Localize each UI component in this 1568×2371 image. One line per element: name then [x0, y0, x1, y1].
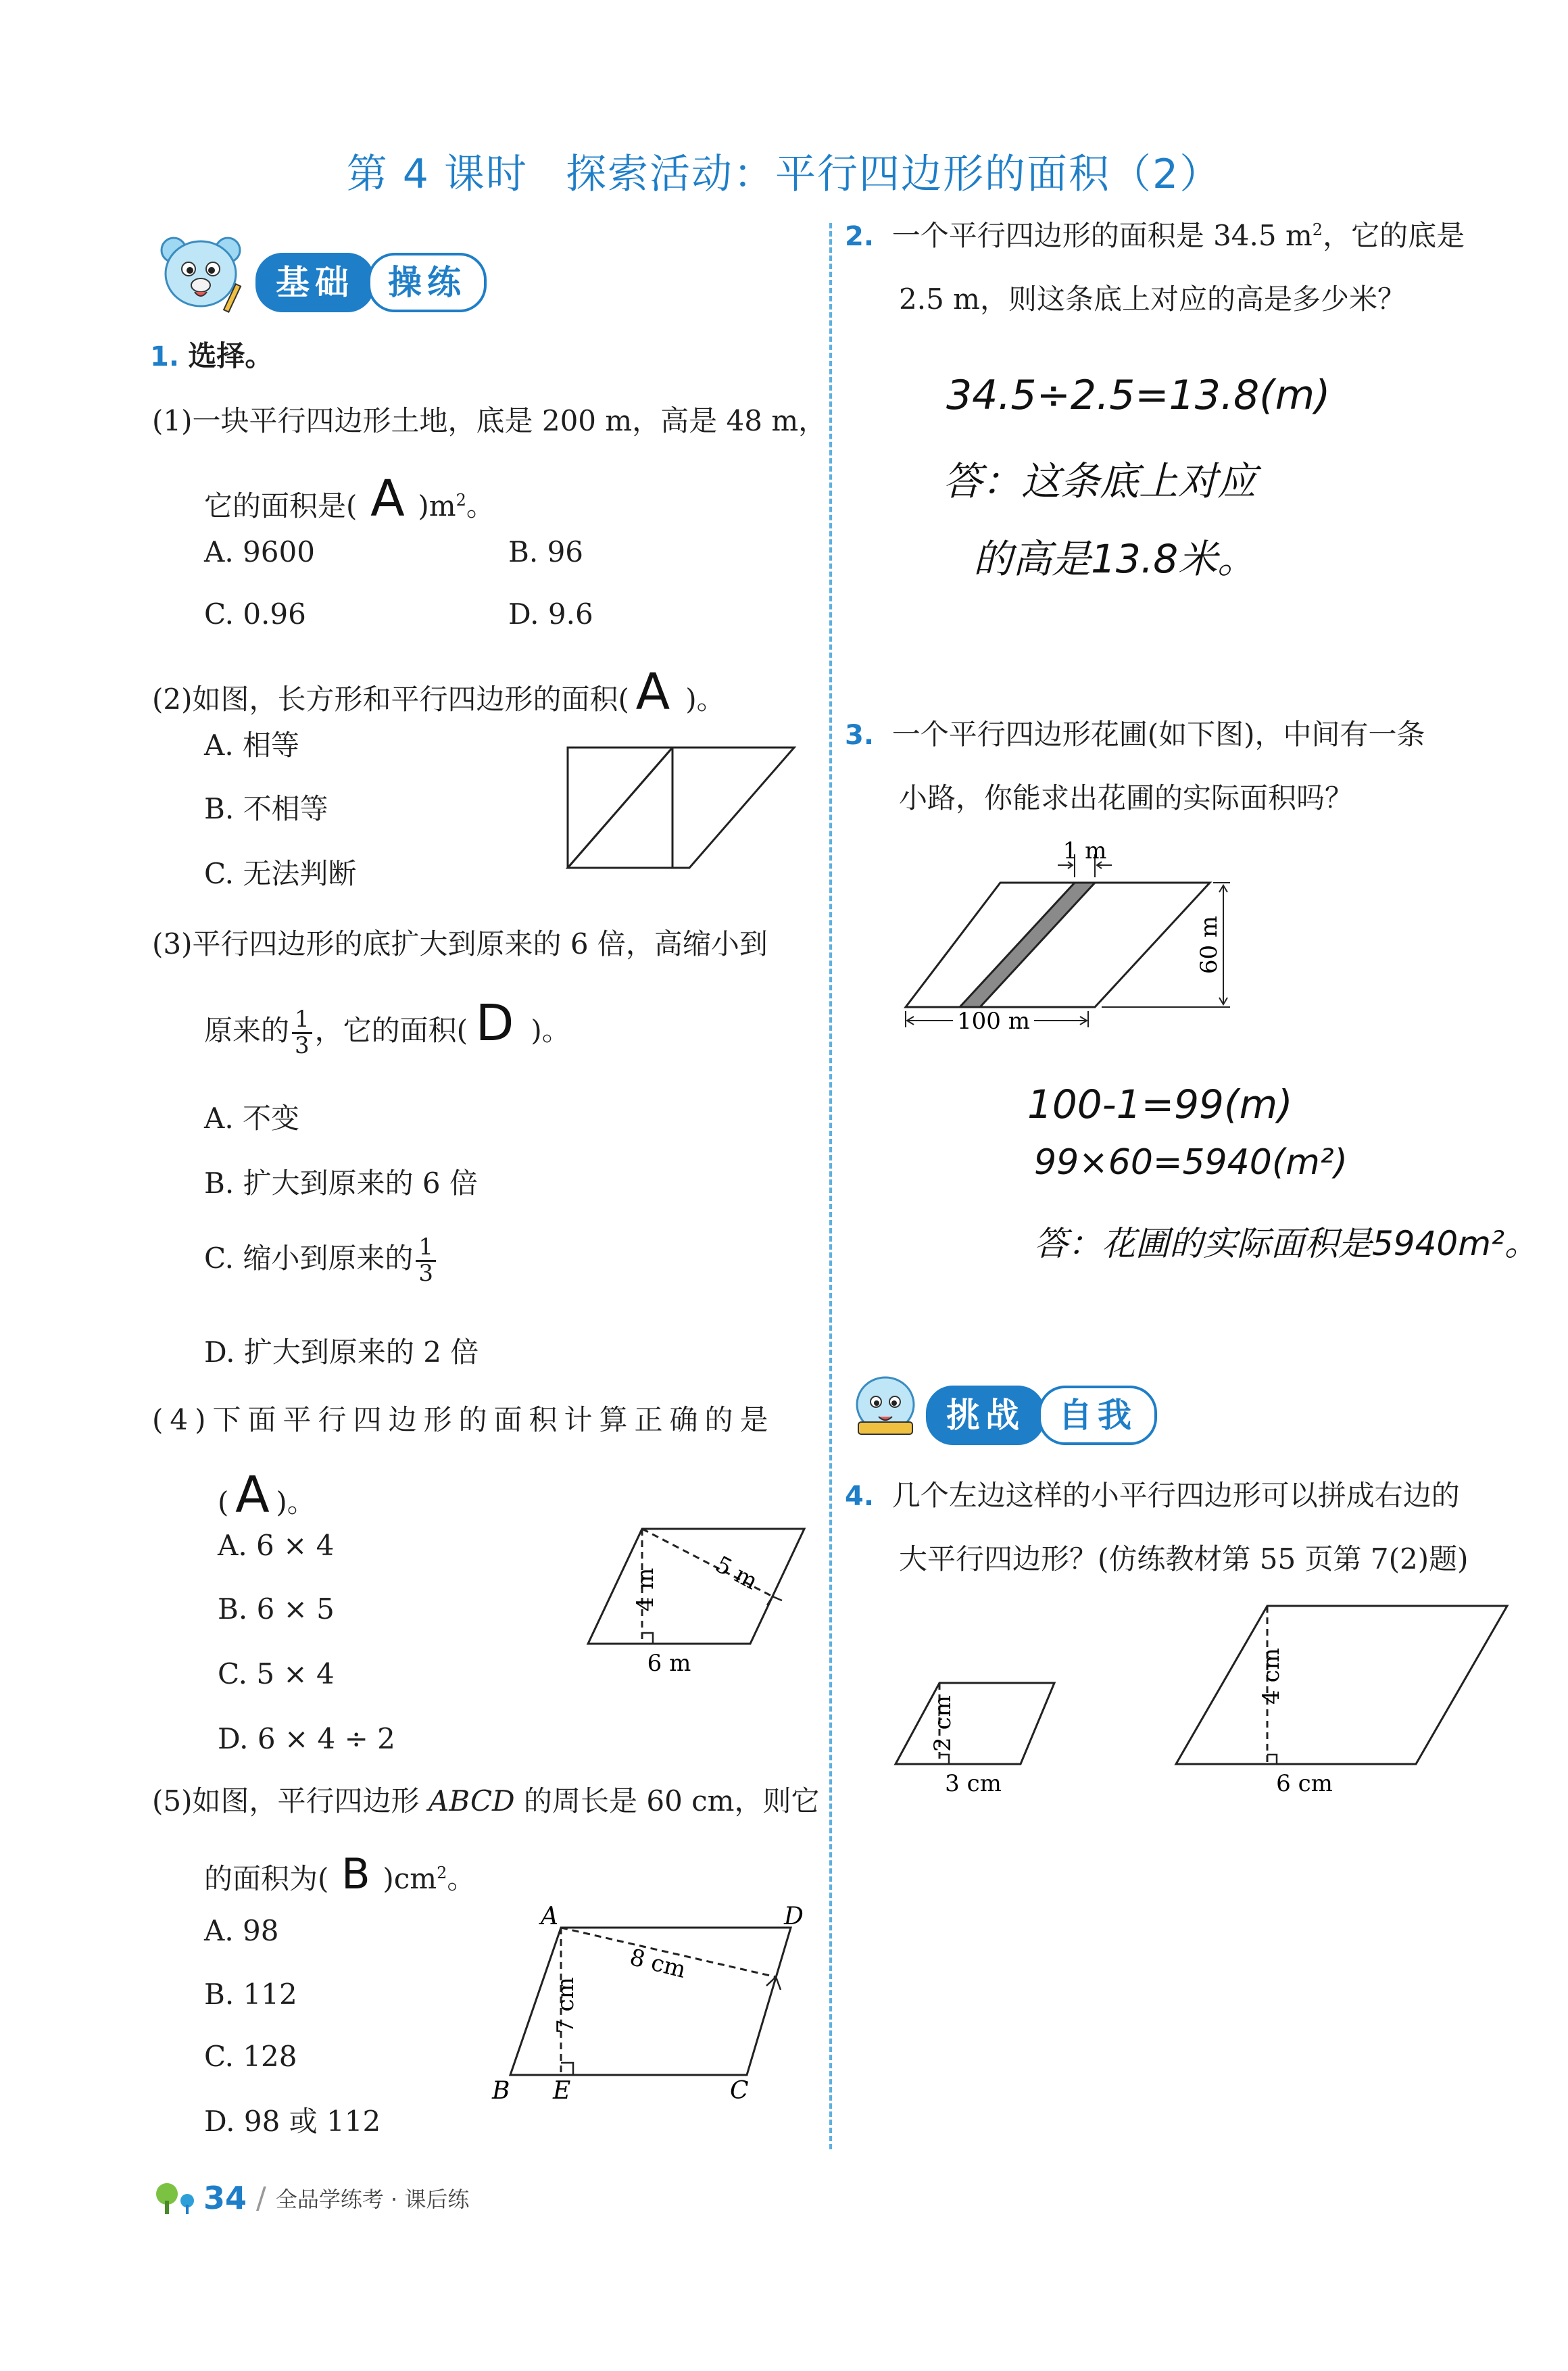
- label-base: 6 cm: [1276, 1770, 1333, 1797]
- option: D. 扩大到原来的 2 倍: [204, 1336, 479, 1369]
- page-number: 34: [203, 2180, 247, 2216]
- option: B. 96: [508, 535, 584, 568]
- q1-part1-line1: (1)一块平行四边形土地，底是 200 m，高是 48 m，: [152, 404, 827, 437]
- vertex-c: C: [730, 2077, 749, 2105]
- question-4-line1: 4. 几个左边这样的小平行四边形可以拼成右边的: [845, 1479, 1460, 1512]
- question-2-line2: 2.5 m，则这条底上对应的高是多少米？: [899, 283, 1406, 316]
- label-base: 6 m: [647, 1650, 691, 1676]
- question-3-line2: 小路，你能求出花圃的实际面积吗？: [899, 781, 1354, 814]
- small-parallelogram-figure: [885, 1663, 1061, 1798]
- q1-part5-line1: (5)如图，平行四边形 ABCD 的周长是 60 cm，则它: [152, 1784, 820, 1817]
- lesson-topic: 探索活动：平行四边形的面积（2）: [566, 151, 1222, 198]
- tree-logo-icon: [152, 2178, 199, 2218]
- label-road-width: 1 m: [1062, 838, 1107, 864]
- badge-part2: 操练: [368, 253, 487, 312]
- option: C. 128: [204, 2040, 297, 2073]
- option: D. 9.6: [508, 597, 593, 631]
- page-title: [0, 142, 1568, 200]
- parallelogram-figure-q4: [581, 1521, 811, 1676]
- page-footer: [152, 2178, 469, 2218]
- vertex-e: E: [553, 2077, 571, 2105]
- vertex-d: D: [784, 1903, 804, 1930]
- q1-part3-line1: (3)平行四边形的底扩大到原来的 6 倍，高缩小到: [152, 927, 768, 960]
- handwritten-calculation: 100-1=99(m): [1027, 1081, 1293, 1127]
- handwritten-answer: 答：这条底上对应: [943, 458, 1257, 504]
- option: D. 6 × 4 ÷ 2: [218, 1722, 395, 1755]
- big-parallelogram-figure: [1169, 1595, 1514, 1798]
- label-height: 2 cm: [929, 1695, 956, 1752]
- handwritten-answer: 的高是13.8米。: [973, 536, 1257, 582]
- option: A. 9600: [204, 535, 315, 568]
- q1-part2-line1: (2)如图，长方形和平行四边形的面积( A )。: [152, 663, 725, 721]
- option: B. 不相等: [204, 792, 328, 825]
- footer-separator: /: [256, 2180, 266, 2216]
- fraction: $\frac{1}{3}$: [292, 1008, 312, 1058]
- handwritten-answer: A: [235, 1466, 270, 1524]
- q1-part4-line2: ( A )。: [218, 1466, 316, 1524]
- option: A. 不变: [204, 1102, 300, 1135]
- handwritten-answer: D: [475, 994, 514, 1052]
- label-base: 100 m: [957, 1008, 1030, 1035]
- option: C. 5 × 4: [218, 1657, 335, 1690]
- badge-part1: 挑战: [926, 1386, 1045, 1445]
- label-slant: 5 m: [710, 1550, 762, 1596]
- q1-part3-line2: 原来的 $\frac{1}{3}$ ，它的面积( D )。: [204, 994, 570, 1059]
- lesson-number: 第 4 课时: [346, 151, 529, 198]
- question-1-title: 选择。: [188, 339, 274, 372]
- section-badge-basic: [255, 254, 487, 311]
- handwritten-answer: A: [370, 470, 405, 528]
- handwritten-calculation: 99×60=5940(m²): [1034, 1142, 1348, 1183]
- option: C. 缩小到原来的 $\frac{1}{3}$: [204, 1236, 439, 1286]
- handwritten-answer: A: [635, 663, 670, 721]
- option: A. 6 × 4: [218, 1529, 335, 1562]
- option: D. 98 或 112: [204, 2105, 381, 2138]
- section-badge-challenge: [926, 1387, 1157, 1444]
- label-slant: 8 cm: [627, 1943, 689, 1984]
- label-height: 7 cm: [552, 1977, 579, 2034]
- option: B. 6 × 5: [218, 1592, 335, 1626]
- option: A. 98: [204, 1914, 279, 1947]
- label-height: 60 m: [1196, 915, 1223, 975]
- mascot-icon: [845, 1365, 926, 1440]
- option: C. 无法判断: [204, 857, 357, 890]
- column-divider: [829, 223, 832, 2149]
- vertex-b: B: [492, 2077, 510, 2105]
- badge-part2: 自我: [1038, 1386, 1157, 1445]
- handwritten-answer: B: [341, 1849, 370, 1899]
- option: B. 扩大到原来的 6 倍: [204, 1167, 478, 1200]
- option: C. 0.96: [204, 597, 306, 631]
- garden-road-figure: [899, 838, 1244, 1041]
- handwritten-answer: 答：花圃的实际面积是5940m²。: [1034, 1224, 1538, 1263]
- label-base: 3 cm: [945, 1770, 1002, 1797]
- question-1-heading: 1. 选择。: [150, 339, 274, 372]
- book-title: 全品学练考 · 课后练: [275, 2186, 470, 2212]
- option: B. 112: [204, 1978, 297, 2011]
- question-3-line1: 3. 一个平行四边形花圃(如下图)，中间有一条: [845, 718, 1425, 751]
- parallelogram-abcd-figure: [473, 1901, 811, 2113]
- q1-part5-line2: 的面积为( B )$cm^2$。: [204, 1849, 476, 1899]
- option: A. 相等: [204, 729, 300, 762]
- label-height: 4 cm: [1258, 1648, 1285, 1705]
- vertex-a: A: [541, 1903, 558, 1930]
- rectangle-parallelogram-figure: [564, 742, 798, 874]
- question-2-line1: 2. 一个平行四边形的面积是 34.5 $m^2$，它的底是: [845, 219, 1465, 252]
- q1-part4-line1: (4)下面平行四边形的面积计算正确的是: [152, 1403, 775, 1436]
- handwritten-calculation: 34.5÷2.5=13.8(m): [946, 372, 1331, 419]
- label-height: 4 m: [632, 1567, 659, 1612]
- question-4-line2: 大平行四边形？(仿练教材第 55 页第 7(2)题): [899, 1542, 1469, 1575]
- badge-part1: 基础: [255, 253, 374, 312]
- fraction: $\frac{1}{3}$: [416, 1236, 436, 1286]
- q1-part1-line2: 它的面积是( A )$m^2$。: [204, 470, 495, 528]
- bear-mascot-icon: [150, 230, 251, 318]
